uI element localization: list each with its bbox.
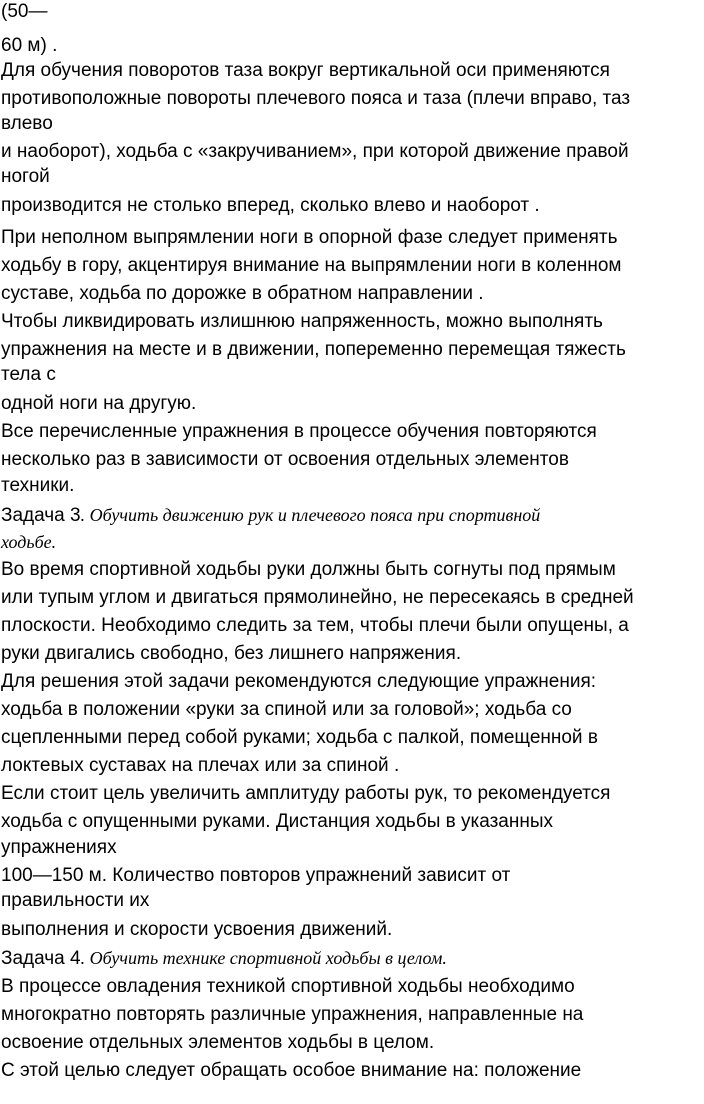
text-line: тела с [1, 364, 56, 385]
text-line: Все перечисленные упражнения в процессе обучения повторяются [1, 421, 597, 442]
task-3-heading [1, 503, 540, 527]
text-line: влево [1, 113, 53, 134]
text-line: (50— [1, 1, 48, 22]
text-line: сцепленными перед собой руками; ходьба с палкой, помещенной в [1, 727, 598, 748]
text-line: несколько раз в зависимости от освоения отдельных элементов [1, 449, 569, 470]
task-4-title: . Обучить технике спортивной ходьбы в целом. [80, 948, 447, 968]
task-4-heading [1, 946, 447, 970]
text-line: ногой [1, 166, 50, 187]
text-line: С этой целью следует обращать особое внимание на: положение [1, 1060, 582, 1081]
text-line: одной ноги на другую. [1, 393, 197, 414]
text-line: многократно повторять различные упражнения, направленные на [1, 1004, 584, 1025]
text-line: правильности их [1, 890, 150, 911]
text-line: плоскости. Необходимо следить за тем, чтобы плечи были опущены, а [1, 615, 629, 636]
text-line: техники. [1, 475, 75, 496]
text-line: Чтобы ликвидировать излишнюю напряженность, можно выполнять [1, 311, 603, 332]
text-line: противоположные повороты плечевого пояса и таза (плечи вправо, таз [1, 88, 631, 109]
text-line: ходьба с опущенными руками. Дистанция ходьбы в указанных [1, 811, 554, 832]
text-line: Если стоит цель увеличить амплитуду работы рук, то рекомендуется [1, 783, 611, 804]
text-line: освоение отдельных элементов ходьбы в целом. [1, 1032, 435, 1053]
text-line: При неполном выпрямлении ноги в опорной фазе следует применять [1, 227, 618, 248]
task-4-label: Задача 4 [1, 948, 81, 969]
text-line: и наоборот), ходьба с «закручиванием», при которой движение правой [1, 141, 629, 162]
task-3-label: Задача 3 [1, 505, 81, 526]
text-line: 60 м) . [1, 35, 58, 56]
task-3-title: . Обучить движению рук и плечевого пояса при спортивной [80, 505, 541, 525]
text-line: руки двигались свободно, без лишнего напряжения. [1, 643, 462, 664]
text-line: упражнения на месте и в движении, попеременно перемещая тяжесть [1, 339, 626, 360]
text-line: суставе, ходьба по дорожке в обратном направлении . [1, 283, 484, 304]
text-line: упражнениях [1, 837, 117, 858]
text-line: Для обучения поворотов таза вокруг вертикальной оси применяются [1, 60, 610, 81]
text-line: Для решения этой задачи рекомендуются следующие упражнения: [1, 671, 597, 692]
text-line: ходьба в положении «руки за спиной или за головой»; ходьба со [1, 699, 572, 720]
text-line: выполнения и скорости усвоения движений. [1, 919, 393, 940]
text-line: или тупым углом и двигаться прямолинейно, не пересекаясь в средней [1, 587, 634, 608]
text-line: локтевых суставах на плечах или за спиной . [1, 755, 400, 776]
text-line: ходьбу в гору, акцентируя внимание на выпрямлении ноги в коленном [1, 255, 622, 276]
text-line: В процессе овладения техникой спортивной ходьбы необходимо [1, 976, 575, 997]
text-line: Во время спортивной ходьбы руки должны быть согнуты под прямым [1, 559, 616, 580]
text-line: 100—150 м. Количество повторов упражнений зависит от [1, 865, 511, 886]
text-line: производится не столько вперед, сколько влево и наоборот . [1, 195, 540, 216]
task-3-title-continued: ходьбе. [1, 532, 57, 552]
